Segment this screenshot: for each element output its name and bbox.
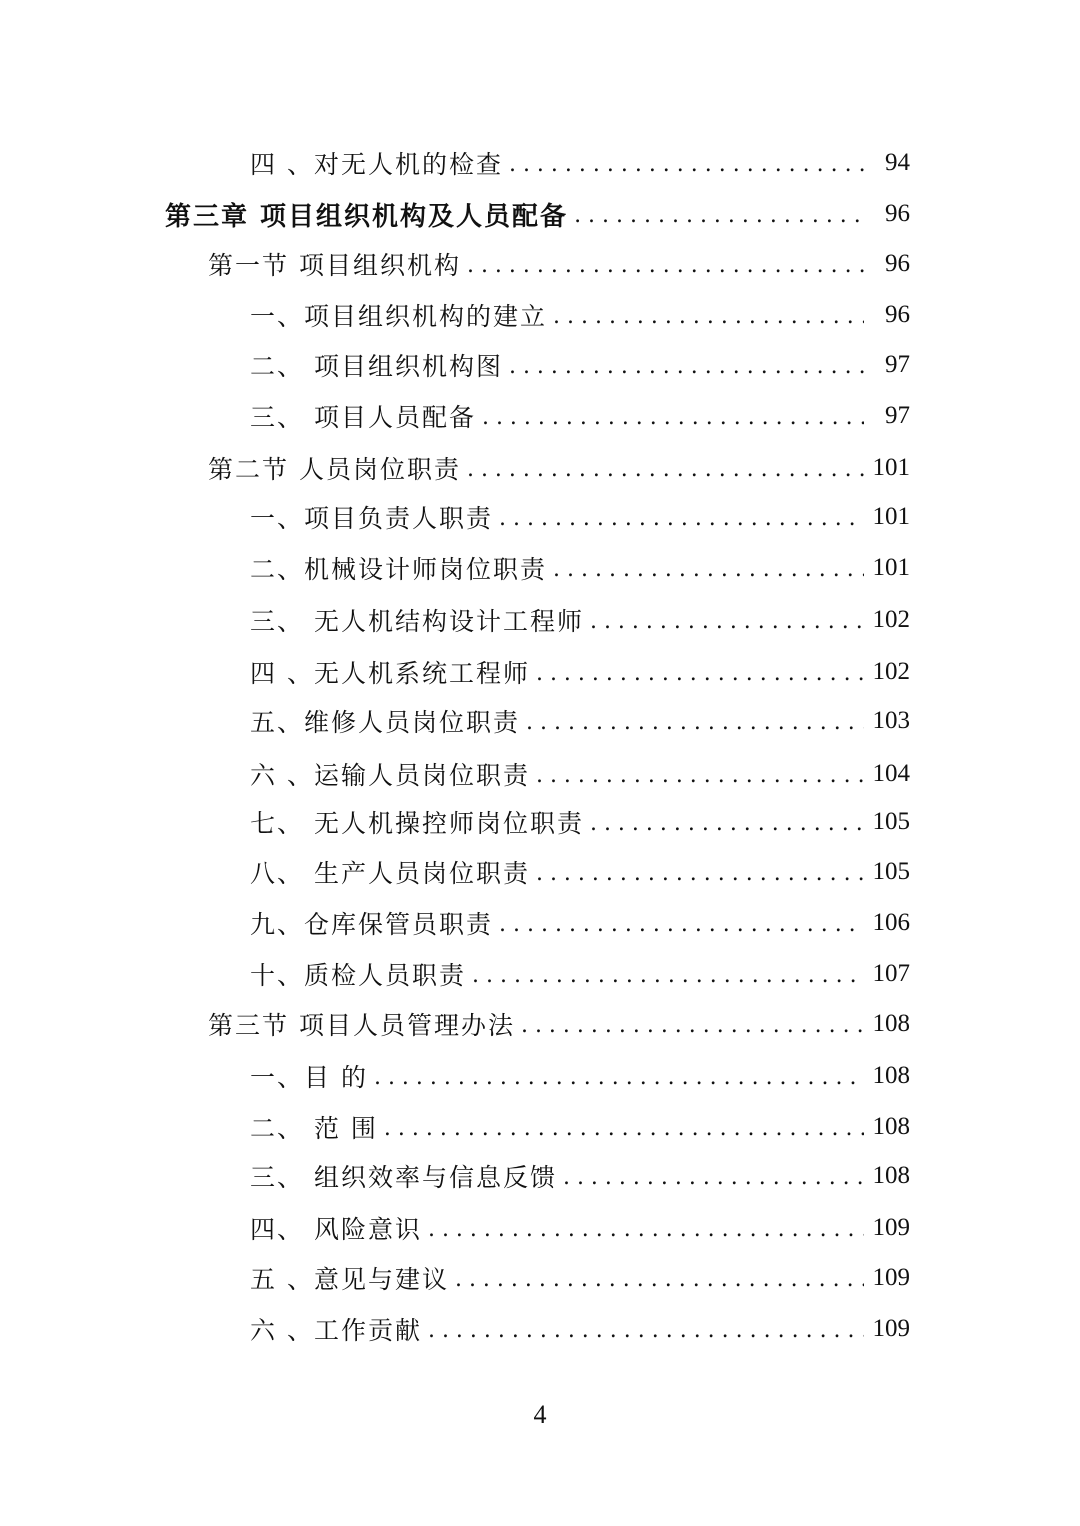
toc-entry-title: 三、 组织效率与信息反馈 — [250, 1163, 557, 1192]
toc-entry-title: 二、机械设计师岗位职责 — [250, 555, 548, 584]
toc-entry-page: 108 — [872, 1010, 910, 1037]
toc-entry-page: 96 — [885, 250, 910, 277]
toc-dot-leader — [536, 857, 864, 887]
toc-dot-leader — [536, 657, 864, 687]
toc-dot-leader — [467, 249, 864, 279]
toc-section-entry[interactable] — [208, 448, 910, 488]
toc-entry-page: 105 — [872, 858, 910, 885]
toc-entry-title: 二、 范 围 — [250, 1114, 378, 1143]
toc-entry[interactable] — [250, 1258, 910, 1298]
toc-entry[interactable] — [250, 600, 910, 640]
toc-entry[interactable] — [250, 548, 910, 588]
toc-entry-title: 四 、对无人机的检查 — [250, 150, 503, 179]
toc-dot-leader — [428, 1314, 864, 1344]
toc-entry-page: 97 — [885, 351, 910, 378]
toc-entry-page: 102 — [872, 606, 910, 633]
toc-entry-title: 四、 风险意识 — [250, 1215, 422, 1244]
toc-entry[interactable] — [250, 345, 910, 385]
toc-entry-page: 96 — [885, 200, 910, 227]
toc-entry[interactable] — [250, 295, 910, 335]
toc-dot-leader — [574, 199, 864, 229]
toc-dot-leader — [374, 1061, 864, 1091]
toc-dot-leader — [590, 807, 864, 837]
toc-dot-leader — [509, 148, 864, 178]
toc-entry-title: 七、 无人机操控师岗位职责 — [250, 809, 584, 838]
toc-dot-leader — [590, 605, 864, 635]
toc-dot-leader — [536, 759, 864, 789]
toc-entry-page: 104 — [872, 760, 910, 787]
toc-entry-page: 108 — [872, 1113, 910, 1140]
toc-entry-title: 六 、工作贡献 — [250, 1316, 422, 1345]
toc-dot-leader — [499, 908, 864, 938]
toc-entry-title: 三、 无人机结构设计工程师 — [250, 607, 584, 636]
toc-entry-page: 94 — [885, 149, 910, 176]
toc-entry-page: 102 — [872, 658, 910, 685]
toc-entry[interactable] — [250, 1056, 910, 1096]
toc-entry-title: 第二节 人员岗位职责 — [208, 455, 461, 484]
toc-section-entry[interactable] — [208, 1004, 910, 1044]
toc-entry[interactable] — [250, 1156, 910, 1196]
toc-dot-leader — [455, 1263, 864, 1293]
toc-entry-title: 五 、意见与建议 — [250, 1265, 449, 1294]
toc-entry-page: 105 — [872, 808, 910, 835]
toc-entry-title: 二、 项目组织机构图 — [250, 352, 503, 381]
toc-entry-title: 第三章 项目组织机构及人员配备 — [165, 201, 569, 232]
toc-section-entry[interactable] — [208, 244, 910, 284]
toc-entry-page: 108 — [872, 1162, 910, 1189]
toc-dot-leader — [521, 1009, 864, 1039]
toc-dot-leader — [526, 706, 864, 736]
toc-entry-page: 97 — [885, 402, 910, 429]
toc-entry-title: 九、仓库保管员职责 — [250, 910, 494, 939]
toc-entry[interactable] — [250, 652, 910, 692]
toc-entry[interactable] — [250, 1107, 910, 1147]
toc-entry-title: 一、项目组织机构的建立 — [250, 302, 548, 331]
toc-entry-title: 六 、运输人员岗位职责 — [250, 761, 530, 790]
toc-dot-leader — [482, 401, 864, 431]
toc-entry-title: 一、项目负责人职责 — [250, 504, 494, 533]
toc-entry-title: 十、质检人员职责 — [250, 961, 467, 990]
toc-dot-leader — [384, 1112, 864, 1142]
toc-dot-leader — [428, 1213, 864, 1243]
toc-entry-page: 109 — [872, 1264, 910, 1291]
toc-entry-title: 第三节 项目人员管理办法 — [208, 1011, 515, 1040]
toc-entry-page: 109 — [872, 1214, 910, 1241]
toc-entry[interactable] — [250, 1208, 910, 1248]
toc-entry-title: 八、 生产人员岗位职责 — [250, 859, 530, 888]
toc-entry-title: 四 、无人机系统工程师 — [250, 659, 530, 688]
toc-dot-leader — [499, 502, 864, 532]
toc-dot-leader — [553, 553, 864, 583]
toc-entry-page: 109 — [872, 1315, 910, 1342]
toc-entry-page: 101 — [872, 503, 910, 530]
page-number: 4 — [533, 1400, 547, 1429]
toc-chapter-entry[interactable] — [165, 194, 910, 234]
toc-dot-leader — [467, 453, 864, 483]
toc-dot-leader — [509, 350, 864, 380]
toc-entry-title: 一、目 的 — [250, 1063, 368, 1092]
toc-entry[interactable] — [250, 701, 910, 741]
toc-entry-page: 101 — [872, 554, 910, 581]
toc-entry[interactable] — [250, 954, 910, 994]
toc-entry[interactable] — [250, 802, 910, 842]
toc-dot-leader — [563, 1161, 864, 1191]
toc-entry[interactable] — [250, 852, 910, 892]
toc-entry-page: 106 — [872, 909, 910, 936]
toc-entry-page: 101 — [872, 454, 910, 481]
toc-dot-leader — [472, 959, 864, 989]
toc-entry-page: 108 — [872, 1062, 910, 1089]
toc-entry-page: 96 — [885, 301, 910, 328]
toc-entry[interactable] — [250, 754, 910, 794]
toc-entry[interactable] — [250, 497, 910, 537]
toc-entry-page: 107 — [872, 960, 910, 987]
toc-entry-page: 103 — [872, 707, 910, 734]
toc-entry[interactable] — [250, 903, 910, 943]
toc-entry[interactable] — [250, 396, 910, 436]
toc-entry[interactable] — [250, 1309, 910, 1349]
toc-entry-title: 三、 项目人员配备 — [250, 403, 476, 432]
toc-entry[interactable] — [250, 143, 910, 183]
toc-entry-title: 第一节 项目组织机构 — [208, 251, 461, 280]
toc-entry-title: 五、维修人员岗位职责 — [250, 708, 521, 737]
toc-dot-leader — [553, 300, 864, 330]
